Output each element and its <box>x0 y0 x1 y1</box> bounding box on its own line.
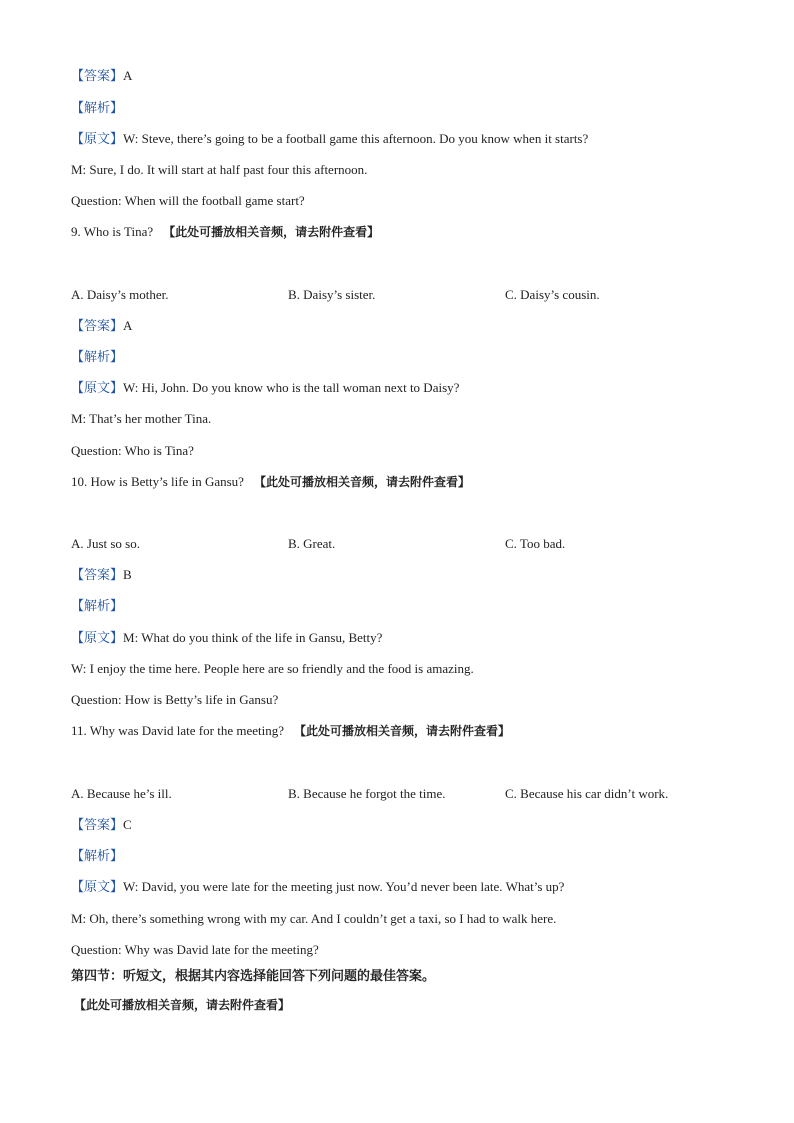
q8-original-line-1: 【原文】W: Steve, there’s going to be a football game this afternoon. Do you know when it starts? <box>71 131 589 146</box>
q11-original-line-2: M: Oh, there’s something wrong with my car. And I couldn’t get a taxi, so I had to walk here. <box>71 911 557 926</box>
q10-question: 10. How is Betty’s life in Gansu? 【此处可播放相关音频，请去附件查看】 <box>71 474 470 489</box>
q9-question-repeat: Question: Who is Tina? <box>71 443 194 458</box>
q11-option-b: B. Because he forgot the time. <box>288 786 446 801</box>
q9-option-a: A. Daisy’s mother. <box>71 287 169 302</box>
q9-option-c: C. Daisy’s cousin. <box>505 287 600 302</box>
section4-audio-hint: 【此处可播放相关音频，请去附件查看】 <box>74 998 291 1012</box>
q11-question-repeat: Question: Why was David late for the meeting? <box>71 942 319 957</box>
q8-question: Question: When will the football game start? <box>71 193 305 208</box>
section4-title: 第四节：听短文，根据其内容选择能回答下列问题的最佳答案。 <box>71 969 436 984</box>
q10-question-repeat: Question: How is Betty’s life in Gansu? <box>71 692 279 707</box>
q9-analysis: 【解析】 <box>71 349 124 364</box>
q9-original-line-1: 【原文】W: Hi, John. Do you know who is the tall woman next to Daisy? <box>71 380 460 395</box>
q10-analysis: 【解析】 <box>71 598 124 613</box>
q8-answer: 【答案】A <box>71 68 133 83</box>
q11-option-c: C. Because his car didn’t work. <box>505 786 669 801</box>
q10-answer: 【答案】B <box>71 567 132 582</box>
audio-hint: 【此处可播放相关音频，请去附件查看】 <box>163 225 380 239</box>
q10-original-line-1: 【原文】M: What do you think of the life in Gansu, Betty? <box>71 630 383 645</box>
q11-answer: 【答案】C <box>71 817 132 832</box>
q10-original-line-2: W: I enjoy the time here. People here are so friendly and the food is amazing. <box>71 661 474 676</box>
q8-analysis: 【解析】 <box>71 100 124 115</box>
q10-option-c: C. Too bad. <box>505 536 566 551</box>
q10-option-a: A. Just so so. <box>71 536 140 551</box>
q9-question: 9. Who is Tina? 【此处可播放相关音频，请去附件查看】 <box>71 224 380 239</box>
q11-question: 11. Why was David late for the meeting? 【此处可播放相关音频，请去附件查看】 <box>71 723 511 738</box>
q11-original-line-1: 【原文】W: David, you were late for the meeting just now. You’d never been late. What’s up? <box>71 879 565 894</box>
audio-hint: 【此处可播放相关音频，请去附件查看】 <box>294 724 511 738</box>
q8-original-line-2: M: Sure, I do. It will start at half past four this afternoon. <box>71 162 368 177</box>
q9-option-b: B. Daisy’s sister. <box>288 287 376 302</box>
q11-option-a: A. Because he’s ill. <box>71 786 172 801</box>
q10-option-b: B. Great. <box>288 536 336 551</box>
q9-answer: 【答案】A <box>71 318 133 333</box>
q9-original-line-2: M: That’s her mother Tina. <box>71 411 212 426</box>
audio-hint: 【此处可播放相关音频，请去附件查看】 <box>253 475 470 489</box>
q11-analysis: 【解析】 <box>71 848 124 863</box>
